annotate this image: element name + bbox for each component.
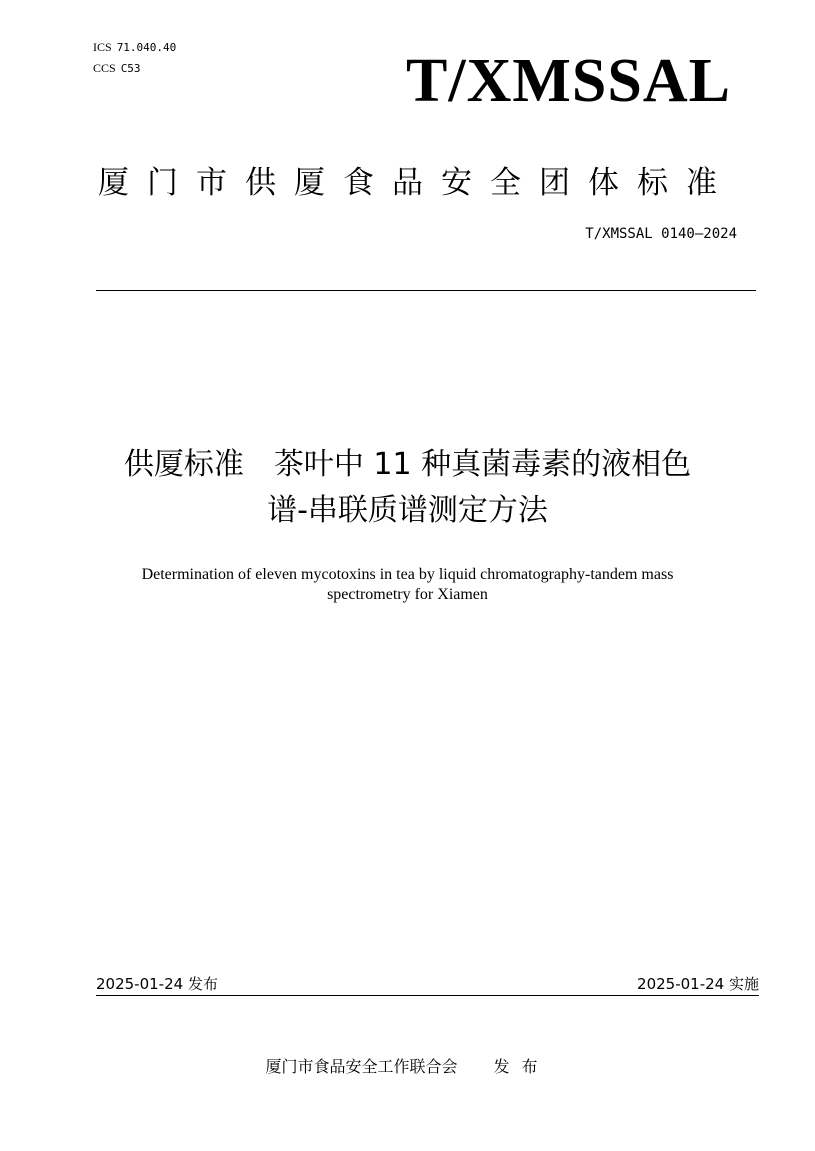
ccs-classification [93, 61, 141, 76]
ics-classification [93, 40, 176, 55]
implementation-date: 2025-01-24 实施 [637, 975, 759, 993]
standard-number: T/XMSSAL 0140—2024 [585, 226, 737, 242]
standard-brand: T/XMSSAL [406, 47, 731, 115]
issue-date: 2025-01-24 发布 [96, 975, 218, 993]
publish-action: 发布 [493, 1057, 550, 1076]
ccs-label: CCS [93, 61, 116, 75]
document-title-en [80, 565, 735, 605]
title-cn-line-2: 谱-串联质谱测定方法 [267, 493, 548, 528]
bottom-divider [96, 995, 759, 996]
ccs-code: C53 [120, 62, 141, 75]
ics-label: ICS [93, 40, 112, 54]
title-en-line-2: spectrometry for Xiamen [327, 586, 488, 603]
top-divider [96, 290, 756, 291]
title-cn-line-1: 供厦标准 茶叶中 11 种真菌毒素的液相色 [123, 447, 692, 482]
publisher-line [0, 1054, 815, 1077]
standard-type-title: 厦门市供厦食品安全团体标准 [98, 165, 735, 201]
title-en-line-1: Determination of eleven mycotoxins in tea by liquid chromatography-tandem mass [141, 566, 674, 583]
publisher-name: 厦门市食品安全工作联合会 [265, 1057, 458, 1076]
document-title-cn [60, 442, 755, 534]
ics-code: 71.040.40 [116, 41, 177, 54]
